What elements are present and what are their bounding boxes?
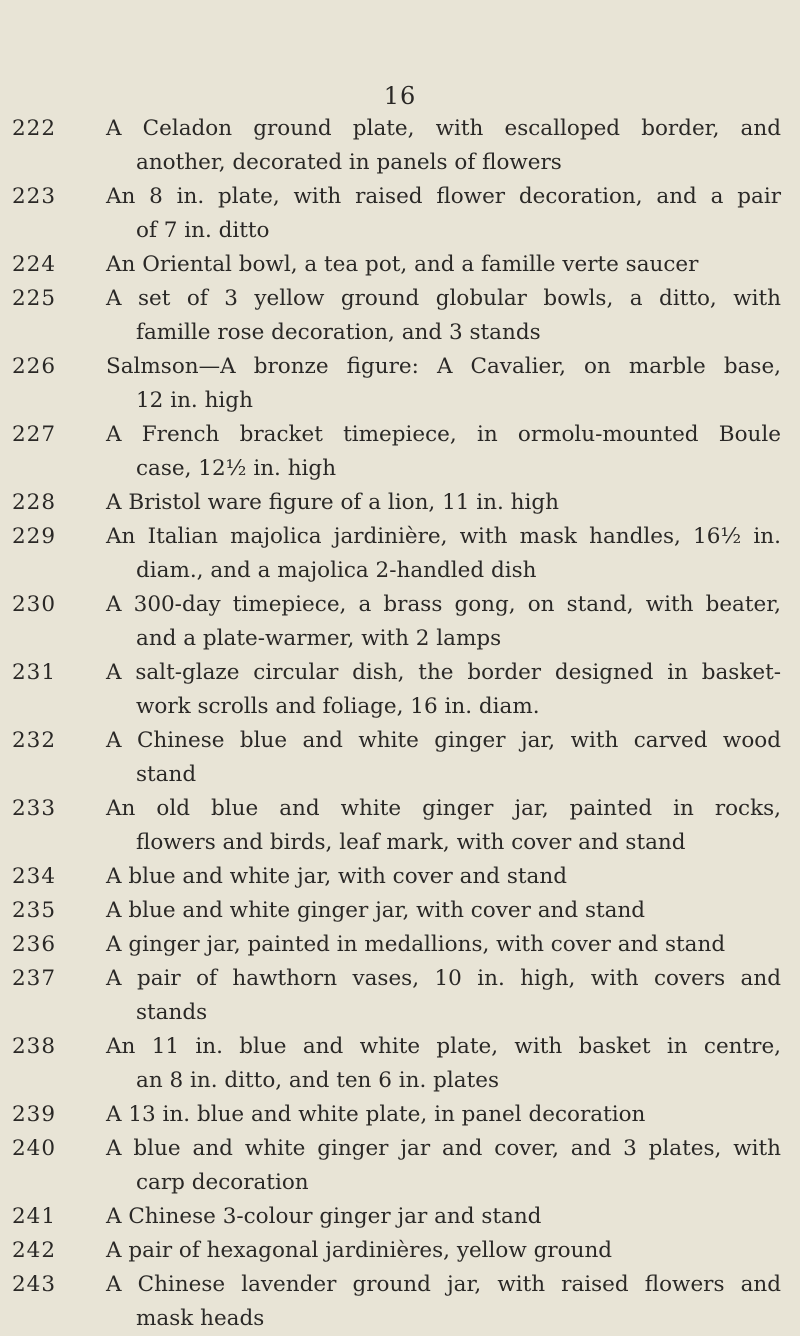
lot-number: 230	[12, 592, 57, 617]
lot-description	[106, 588, 781, 656]
lot-number: 237	[12, 966, 57, 991]
lot-description	[106, 350, 781, 418]
lot-description	[106, 1098, 781, 1132]
lot-description	[106, 1268, 781, 1336]
lot-description	[106, 486, 781, 520]
lot-description-line: Salmson—A bronze figure: A Cavalier, on marble base,	[106, 354, 781, 379]
lot-description-line: another, decorated in panels of flowers	[136, 150, 562, 175]
lot-description-line: An old blue and white ginger jar, painted in rocks,	[106, 796, 781, 821]
lot-description	[106, 520, 781, 588]
lot-description-line: A Chinese 3-colour ginger jar and stand	[106, 1204, 542, 1229]
lot-number: 232	[12, 728, 57, 753]
lot-number: 235	[12, 898, 57, 923]
lot-entry	[0, 350, 800, 418]
lot-description-line: A set of 3 yellow ground globular bowls, a ditto, with	[106, 286, 781, 311]
lot-number: 234	[12, 864, 57, 889]
lot-entry	[0, 656, 800, 724]
lot-description-line: A Celadon ground plate, with escalloped border, and	[106, 116, 781, 141]
lot-description	[106, 860, 781, 894]
lot-number: 231	[12, 660, 57, 685]
lot-description	[106, 962, 781, 1030]
lot-entry	[0, 282, 800, 350]
lot-entry	[0, 248, 800, 282]
lot-number: 243	[12, 1272, 57, 1297]
lot-list	[0, 112, 800, 1336]
lot-description-line: An Oriental bowl, a tea pot, and a famille verte saucer	[106, 252, 699, 277]
lot-number: 225	[12, 286, 57, 311]
lot-description	[106, 792, 781, 860]
lot-description-line: A blue and white ginger jar and cover, and 3 plates, with	[106, 1136, 781, 1161]
lot-description-line: A ginger jar, painted in medallions, with cover and stand	[106, 932, 726, 957]
lot-entry	[0, 1200, 800, 1234]
lot-entry	[0, 180, 800, 248]
lot-description	[106, 724, 781, 792]
lot-entry	[0, 1132, 800, 1200]
lot-number: 241	[12, 1204, 57, 1229]
lot-description-line: diam., and a majolica 2-handled dish	[136, 558, 537, 583]
lot-number: 222	[12, 116, 57, 141]
lot-description-line: A Bristol ware figure of a lion, 11 in. high	[106, 490, 560, 515]
lot-entry	[0, 112, 800, 180]
lot-description-line: A pair of hexagonal jardinières, yellow ground	[106, 1238, 613, 1263]
lot-entry	[0, 928, 800, 962]
lot-description-line: An Italian majolica jardinière, with mask handles, 16½ in.	[106, 524, 781, 549]
lot-description-line: 12 in. high	[136, 388, 253, 413]
lot-number: 227	[12, 422, 57, 447]
lot-number: 236	[12, 932, 57, 957]
lot-description	[106, 1200, 781, 1234]
lot-entry	[0, 520, 800, 588]
lot-number: 240	[12, 1136, 57, 1161]
lot-entry	[0, 724, 800, 792]
lot-description-line: A blue and white ginger jar, with cover and stand	[106, 898, 646, 923]
lot-description-line: flowers and birds, leaf mark, with cover and stand	[136, 830, 686, 855]
lot-entry	[0, 860, 800, 894]
lot-description-line: An 8 in. plate, with raised flower decoration, and a pair	[106, 184, 781, 209]
lot-entry	[0, 418, 800, 486]
lot-entry	[0, 1098, 800, 1132]
lot-number: 226	[12, 354, 57, 379]
lot-entry	[0, 588, 800, 656]
lot-entry	[0, 486, 800, 520]
lot-description-line: stands	[136, 1000, 208, 1025]
lot-description-line: A 300-day timepiece, a brass gong, on stand, with beater,	[106, 592, 781, 617]
lot-description-line: A pair of hawthorn vases, 10 in. high, with covers and	[106, 966, 781, 991]
page-number: 16	[383, 82, 417, 110]
lot-description	[106, 1132, 781, 1200]
lot-description-line: A salt-glaze circular dish, the border designed in basket-	[106, 660, 781, 685]
lot-description	[106, 656, 781, 724]
lot-description	[106, 112, 781, 180]
lot-description-line: mask heads	[136, 1306, 265, 1331]
lot-description-line: an 8 in. ditto, and ten 6 in. plates	[136, 1068, 500, 1093]
lot-description	[106, 282, 781, 350]
lot-number: 239	[12, 1102, 57, 1127]
lot-number: 233	[12, 796, 57, 821]
lot-description	[106, 894, 781, 928]
lot-description-line: work scrolls and foliage, 16 in. diam.	[136, 694, 540, 719]
lot-description	[106, 928, 781, 962]
lot-number: 238	[12, 1034, 57, 1059]
lot-description	[106, 248, 781, 282]
lot-description-line: stand	[136, 762, 197, 787]
lot-description-line: A Chinese lavender ground jar, with raised flowers and	[106, 1272, 781, 1297]
lot-description-line: A Chinese blue and white ginger jar, with carved wood	[106, 728, 781, 753]
lot-description	[106, 180, 781, 248]
lot-description	[106, 418, 781, 486]
lot-entry	[0, 1030, 800, 1098]
lot-entry	[0, 1268, 800, 1336]
lot-number: 223	[12, 184, 57, 209]
lot-description-line: and a plate-warmer, with 2 lamps	[136, 626, 502, 651]
lot-number: 229	[12, 524, 57, 549]
lot-description-line: of 7 in. ditto	[136, 218, 270, 243]
lot-number: 242	[12, 1238, 57, 1263]
lot-description-line: famille rose decoration, and 3 stands	[136, 320, 541, 345]
lot-description-line: case, 12½ in. high	[136, 456, 337, 481]
lot-entry	[0, 894, 800, 928]
lot-number: 228	[12, 490, 57, 515]
lot-number: 224	[12, 252, 57, 277]
lot-description	[106, 1030, 781, 1098]
lot-entry	[0, 1234, 800, 1268]
lot-entry	[0, 962, 800, 1030]
lot-description-line: An 11 in. blue and white plate, with basket in centre,	[106, 1034, 781, 1059]
lot-description-line: carp decoration	[136, 1170, 309, 1195]
lot-entry	[0, 792, 800, 860]
lot-description	[106, 1234, 781, 1268]
lot-description-line: A 13 in. blue and white plate, in panel decoration	[106, 1102, 646, 1127]
lot-description-line: A blue and white jar, with cover and stand	[106, 864, 567, 889]
lot-description-line: A French bracket timepiece, in ormolu-mounted Boule	[106, 422, 781, 447]
